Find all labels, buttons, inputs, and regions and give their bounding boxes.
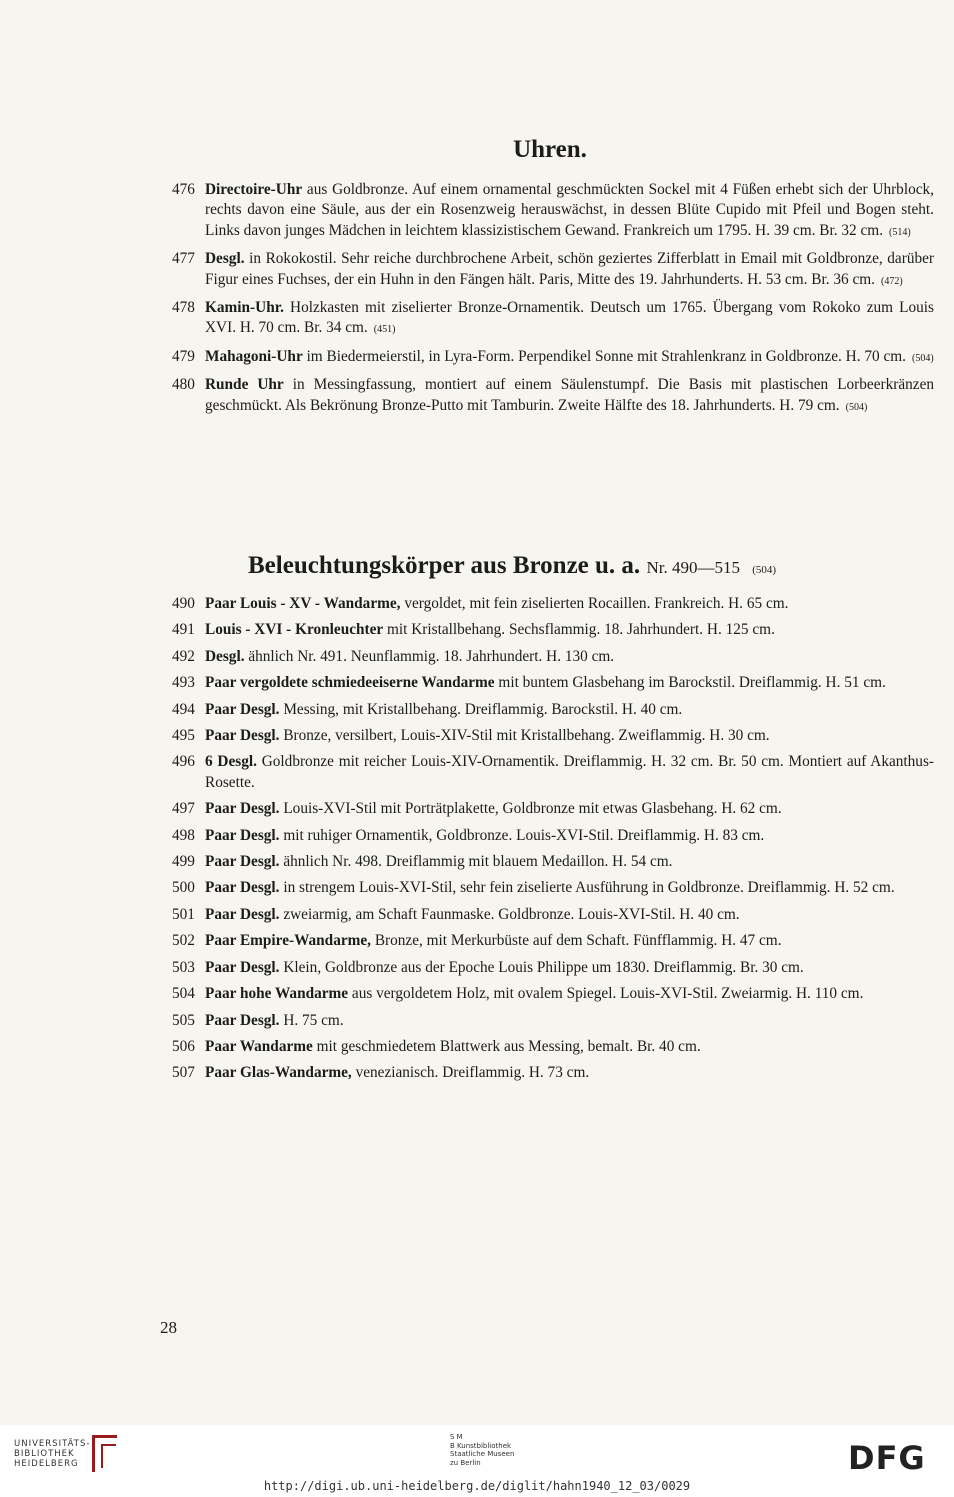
beleuchtung-entry — [172, 700, 934, 720]
lot-number: 478 — [172, 299, 195, 317]
beleuchtung-entry — [172, 826, 934, 846]
uhren-entry — [172, 375, 934, 418]
lot-description: Bronze, versilbert, Louis-XIV-Stil mit Kristallbehang. Zweiflammig. H. 30 cm. — [283, 727, 770, 745]
lot-number: 495 — [172, 727, 195, 745]
lot-reference: (514) — [889, 226, 911, 238]
section-title-text: Beleuchtungskörper aus Bronze u. a. — [248, 552, 641, 579]
uhren-entry — [172, 249, 934, 292]
lot-description: mit geschmiedetem Blattwerk aus Messing, bemalt. Br. 40 cm. — [316, 1037, 701, 1055]
beleuchtung-entry — [172, 878, 934, 898]
lot-number: 492 — [172, 647, 195, 665]
lot-title: 6 Desgl. — [205, 753, 257, 771]
beleuchtung-entry — [172, 647, 934, 667]
lot-title: Paar Wandarme — [205, 1037, 313, 1055]
lot-title: Paar Desgl. — [205, 800, 280, 818]
university-logo-icon — [92, 1435, 117, 1472]
uhren-entry-list — [172, 180, 934, 424]
lot-number: 501 — [172, 905, 195, 923]
lot-title: Paar Desgl. — [205, 958, 280, 976]
lot-description: in Messingfassung, montiert auf einem Säulenstumpf. Die Basis mit plastischen Lorbeerkränzen geschmückt. Als Bekrönung Bronze-Putto mit Tamburin. Zweite Hälfte des 18. Jahrhunderts. H. 79 cm. — [205, 376, 935, 414]
uhren-entry — [172, 298, 934, 341]
lot-title: Paar hohe Wandarme — [205, 985, 349, 1003]
lot-title: Paar Desgl. — [205, 826, 280, 844]
lot-title: Paar Louis - XV - Wandarme, — [205, 595, 401, 612]
lot-description: in strengem Louis-XVI-Stil, sehr fein ziselierte Ausführung in Goldbronze. Dreiflammig. H. 52 cm. — [283, 879, 895, 897]
beleuchtung-entry — [172, 620, 934, 640]
lot-number: 476 — [172, 181, 195, 198]
beleuchtung-entry — [172, 1037, 934, 1057]
source-url-link[interactable]: http://digi.ub.uni-heidelberg.de/diglit/hahn1940_12_03/0029 — [263, 1479, 691, 1493]
lot-title: Paar Desgl. — [205, 1011, 280, 1029]
page-number: 28 — [160, 1318, 177, 1337]
dfg-logo: DFG — [848, 1439, 926, 1477]
lot-title: Paar Desgl. — [205, 700, 280, 718]
lot-title: Paar Empire-Wandarme, — [205, 932, 371, 950]
lot-number: 507 — [172, 1064, 195, 1082]
lot-description: venezianisch. Dreiflammig. H. 73 cm. — [355, 1064, 590, 1082]
lot-description: Goldbronze mit reicher Louis-XIV-Ornamentik. Dreiflammig. H. 32 cm. Br. 50 cm. Montiert auf Akanthus-Rosette. — [205, 753, 935, 791]
lot-description: ähnlich Nr. 498. Dreiflammig mit blauem Medaillon. H. 54 cm. — [283, 853, 673, 871]
lot-reference: (451) — [373, 324, 396, 336]
lot-number: 496 — [172, 753, 195, 771]
lot-description: mit buntem Glasbehang im Barockstil. Dreiflammig. H. 51 cm. — [498, 674, 886, 692]
lot-number: 491 — [172, 621, 195, 639]
lot-title: Runde Uhr — [205, 376, 284, 394]
lot-title: Paar Glas-Wandarme, — [205, 1064, 352, 1082]
uni-line: HEIDELBERG — [14, 1459, 79, 1469]
lot-number: 500 — [172, 879, 195, 897]
lot-description: vergoldet, mit fein ziselierten Rocaillen. Frankreich. H. 65 cm. — [404, 595, 789, 612]
lot-number: 503 — [172, 958, 195, 976]
lot-number: 506 — [172, 1037, 195, 1055]
uhren-entry — [172, 347, 934, 369]
beleuchtung-entry — [172, 1063, 934, 1083]
lot-number: 480 — [172, 376, 195, 394]
lot-title: Paar Desgl. — [205, 727, 280, 745]
lot-reference: (472) — [881, 275, 903, 287]
smb-line: S M — [450, 1433, 463, 1441]
section-title-beleuchtung — [248, 552, 776, 580]
section-range: Nr. 490—515 — [646, 558, 740, 577]
lot-number: 502 — [172, 932, 195, 950]
lot-description: Klein, Goldbronze aus der Epoche Louis Philippe um 1830. Dreiflammig. Br. 30 cm. — [283, 958, 804, 976]
lot-title: Mahagoni-Uhr — [205, 347, 303, 365]
lot-description: aus Goldbronze. Auf einem ornamental geschmückten Sockel mit 4 Füßen erhebt sich der Uhrblock, rechts davon eine Säule, aus der ein Rosenzweig herauswächst, in dessen Blüte Cupido mit Pfeil und Bogen steht. Links davon junges Mädchen in leichtem klassizistischem Gewand. Frankreich um 1795. H. 39 cm. Br. 32 cm. — [205, 181, 934, 239]
lot-title: Desgl. — [205, 250, 245, 268]
lot-description: H. 75 cm. — [283, 1011, 344, 1029]
beleuchtung-entry — [172, 594, 934, 614]
section-ref: (504) — [752, 564, 777, 576]
lot-number: 493 — [172, 674, 195, 692]
lot-number: 477 — [172, 250, 195, 268]
beleuchtung-entry — [172, 984, 934, 1004]
lot-number: 504 — [172, 985, 195, 1003]
smb-line: zu Berlin — [450, 1458, 481, 1467]
lot-number: 479 — [172, 347, 195, 365]
section-title-uhren: Uhren. — [513, 136, 587, 163]
smb-line: B Kunstbibliothek — [450, 1441, 512, 1450]
uhren-entry — [172, 180, 934, 243]
lot-description: ähnlich Nr. 491. Neunflammig. 18. Jahrhundert. H. 130 cm. — [248, 647, 615, 665]
lot-title: Directoire-Uhr — [205, 181, 303, 198]
lot-title: Louis - XVI - Kronleuchter — [205, 621, 384, 639]
lot-description: zweiarmig, am Schaft Faunmaske. Goldbronze. Louis-XVI-Stil. H. 40 cm. — [283, 905, 740, 923]
smb-line: Staatliche Museen — [450, 1450, 515, 1458]
lot-number: 499 — [172, 853, 195, 871]
beleuchtung-entry — [172, 799, 934, 819]
beleuchtung-entry — [172, 726, 934, 746]
lot-title: Paar Desgl. — [205, 853, 280, 871]
lot-title: Desgl. — [205, 647, 245, 665]
lot-title: Paar Desgl. — [205, 879, 280, 897]
lot-number: 494 — [172, 700, 195, 718]
university-library-label — [14, 1439, 90, 1469]
smb-label — [450, 1433, 514, 1467]
lot-description: in Rokokostil. Sehr reiche durchbrochene Arbeit, schön geziertes Zifferblatt in Email mit Goldbronze, darüber Figur eines Fuchses, der ein Huhn in den Fängen hält. Paris, Mitte des 19. Jahrhunderts. H. 53 cm. Br. 36 cm. — [205, 250, 934, 288]
lot-title: Paar vergoldete schmiedeeiserne Wandarme — [205, 674, 495, 692]
lot-description: mit ruhiger Ornamentik, Goldbronze. Louis-XVI-Stil. Dreiflammig. H. 83 cm. — [283, 826, 765, 844]
lot-number: 497 — [172, 800, 195, 818]
lot-description: mit Kristallbehang. Sechsflammig. 18. Jahrhundert. H. 125 cm. — [387, 621, 775, 639]
lot-reference: (504) — [845, 401, 868, 413]
beleuchtung-entry — [172, 958, 934, 978]
lot-description: Louis-XVI-Stil mit Porträtplakette, Goldbronze mit etwas Glasbehang. H. 62 cm. — [283, 800, 782, 818]
uni-line: BIBLIOTHEK — [14, 1449, 75, 1459]
lot-description: Holzkasten mit ziselierter Bronze-Ornamentik. Deutsch um 1765. Übergang vom Rokoko zum Louis XVI. H. 70 cm. Br. 34 cm. — [205, 299, 934, 337]
uni-line: UNIVERSITÄTS- — [14, 1439, 91, 1449]
beleuchtung-entry-list — [172, 594, 934, 1090]
beleuchtung-entry — [172, 931, 934, 951]
lot-number: 505 — [172, 1011, 195, 1029]
lot-title: Paar Desgl. — [205, 905, 280, 923]
beleuchtung-entry — [172, 673, 934, 693]
lot-description: aus vergoldetem Holz, mit ovalem Spiegel. Louis-XVI-Stil. Zweiarmig. H. 110 cm. — [351, 985, 864, 1003]
beleuchtung-entry — [172, 752, 934, 793]
footer-bar — [0, 1425, 954, 1497]
lot-number: 498 — [172, 826, 195, 844]
lot-description: Bronze, mit Merkurbüste auf dem Schaft. Fünfflammig. H. 47 cm. — [374, 932, 782, 950]
beleuchtung-entry — [172, 1011, 934, 1031]
lot-description: im Biedermeierstil, in Lyra-Form. Perpendikel Sonne mit Strahlenkranz in Goldbronze. H. 70 cm. — [306, 347, 906, 365]
lot-number: 490 — [172, 595, 195, 612]
beleuchtung-entry — [172, 852, 934, 872]
lot-description: Messing, mit Kristallbehang. Dreiflammig. Barockstil. H. 40 cm. — [283, 700, 683, 718]
lot-title: Kamin-Uhr. — [205, 299, 284, 317]
lot-reference: (504) — [912, 352, 934, 364]
beleuchtung-entry — [172, 905, 934, 925]
